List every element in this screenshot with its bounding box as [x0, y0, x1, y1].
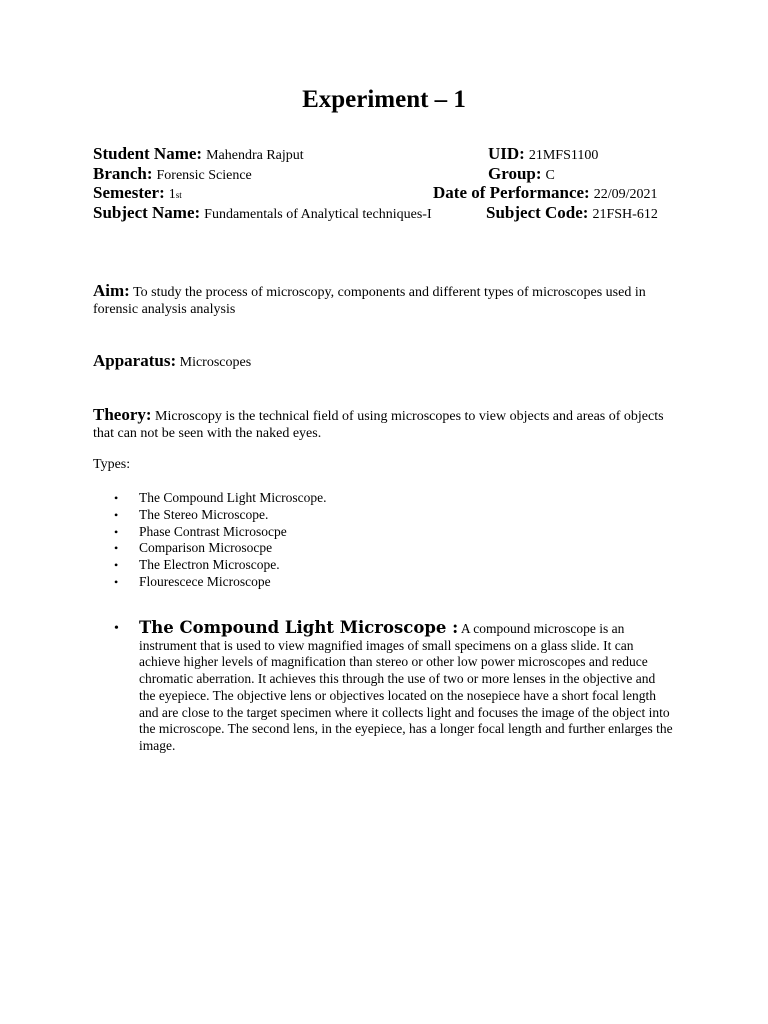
student-name-label: Student Name:: [93, 144, 203, 163]
subject-code-label: Subject Code:: [486, 203, 589, 222]
list-item: • The Stereo Microscope.: [114, 506, 269, 522]
list-item: • The Compound Light Microscope.: [114, 490, 327, 505]
subject-code-field: [486, 203, 658, 223]
student-name-field: [93, 144, 304, 164]
bullet-icon: •: [114, 541, 119, 556]
aim-text: To study the process of microscopy, components and different types of microscopes used in forensic analysis analysis: [93, 285, 646, 317]
branch-field: [93, 164, 252, 184]
group-field: [488, 164, 555, 184]
branch-value: Forensic Science: [156, 168, 252, 183]
uid-field: [488, 144, 598, 164]
apparatus-label: Apparatus:: [93, 351, 177, 370]
compound-microscope-text: A compound microscope is an instrument that is used to view magnified images of small specimens on a glass slide. It can achieve higher levels of magnification than stereo or other low power microscopes and reduce chromatic aberration. It achieves this through the use of two or more lenses in the objective and the eyepiece. The objective lens or objectives located on the nosepiece have a short focal length and are close to the target specimen where it collects light and focuses the image of the object into the microscope. The second lens, in the eyepiece, has a longer focal length and further enlarges the image.: [139, 621, 673, 753]
semester-field: [93, 183, 182, 203]
uid-value: 21MFS1100: [528, 148, 599, 163]
bullet-icon: •: [114, 524, 119, 539]
list-item: • The Electron Microscope.: [114, 557, 280, 573]
list-item: • Flourescece Microscope: [114, 573, 271, 589]
bullet-icon: •: [114, 621, 119, 636]
theory-section: [93, 406, 683, 442]
subject-code-value: 21FSH-612: [592, 207, 658, 222]
list-item: • Phase Contrast Microsocpe: [114, 523, 287, 539]
subject-name-value: Fundamentals of Analytical techniques-I: [204, 207, 432, 222]
date-label: Date of Performance:: [433, 183, 590, 202]
subject-name-label: Subject Name:: [93, 203, 201, 222]
types-label: Types:: [93, 457, 131, 472]
bullet-icon: •: [114, 574, 119, 589]
bullet-icon: •: [114, 507, 119, 522]
group-value: C: [545, 168, 555, 183]
compound-microscope-paragraph: [139, 620, 675, 755]
aim-label: Aim:: [93, 281, 130, 300]
date-field: [433, 183, 657, 203]
uid-label: UID:: [488, 144, 525, 163]
compound-microscope-heading: The Compound Light Microscope :: [139, 618, 459, 637]
apparatus-section: [93, 352, 683, 371]
bullet-icon: •: [114, 491, 119, 505]
types-list: [93, 490, 593, 591]
list-item: • Comparison Microsocpe: [114, 540, 273, 556]
bullet-icon: •: [114, 558, 119, 573]
group-label: Group:: [488, 164, 542, 183]
theory-text: Microscopy is the technical field of using microscopes to view objects and areas of objects that can not be seen with the naked eyes.: [93, 409, 664, 441]
apparatus-text: Microscopes: [179, 355, 252, 370]
date-value: 22/09/2021: [593, 187, 658, 202]
semester-value: 1: [168, 187, 176, 202]
semester-suffix: st: [175, 190, 182, 200]
branch-label: Branch:: [93, 164, 153, 183]
semester-label: Semester:: [93, 183, 165, 202]
aim-section: [93, 282, 683, 318]
page-title: Experiment – 1: [302, 86, 466, 113]
student-name-value: Mahendra Rajput: [206, 148, 304, 163]
theory-label: Theory:: [93, 405, 152, 424]
subject-name-field: [93, 203, 432, 223]
